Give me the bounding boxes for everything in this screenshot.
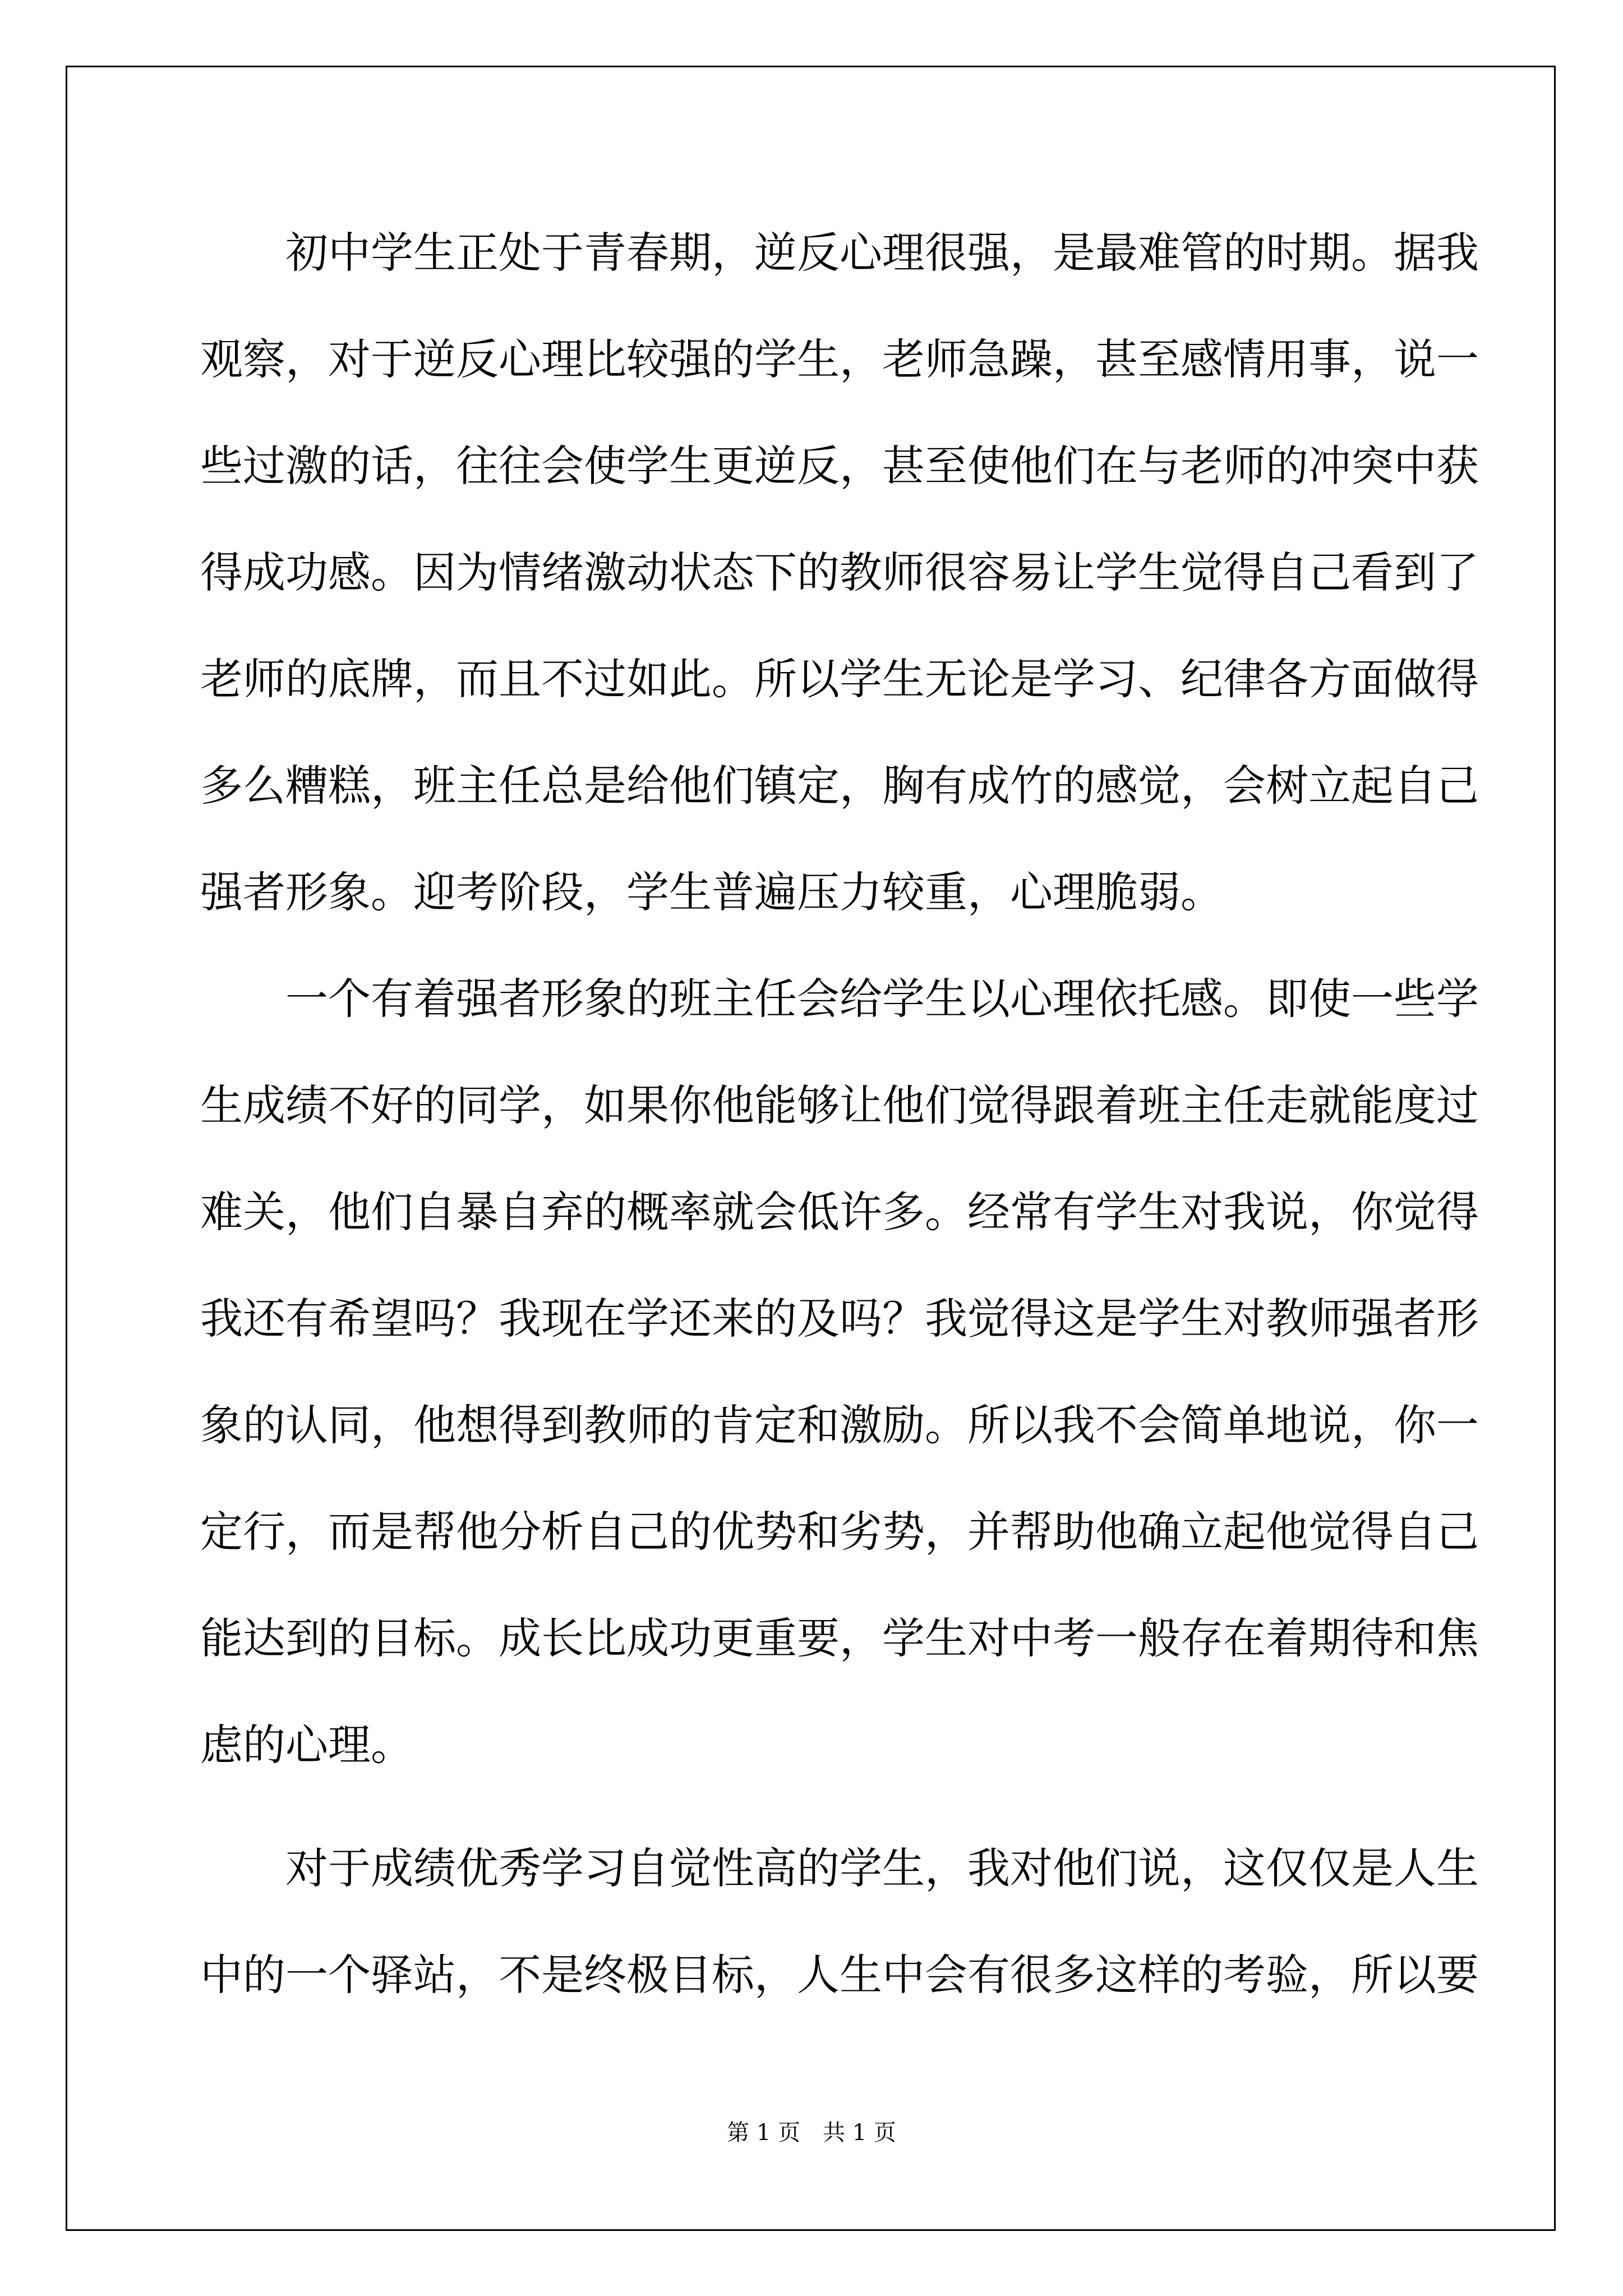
text-line: 对于成绩优秀学习自觉性高的学生，我对他们说，这仅仅是人生	[285, 1843, 1479, 1893]
text-line: 观察，对于逆反心理比较强的学生，老师急躁，甚至感情用事，说一	[200, 334, 1479, 384]
text-line: 虑的心理。	[200, 1720, 413, 1770]
page-number: 第 1 页 共 1 页	[727, 2120, 896, 2146]
text-line: 些过激的话，往往会使学生更逆反，甚至使他们在与老师的冲突中获	[200, 441, 1479, 491]
paragraph-3	[200, 1815, 1479, 2028]
text-line: 一个有着强者形象的班主任会给学生以心理依托感。即使一些学	[285, 974, 1479, 1024]
paragraph-1	[200, 200, 1479, 946]
text-line: 中的一个驿站，不是终极目标，人生中会有很多这样的考验，所以要	[200, 1950, 1479, 2000]
text-line: 多么糟糕，班主任总是给他们镇定，胸有成竹的感觉，会树立起自己	[200, 761, 1479, 811]
paragraph-gap	[200, 1798, 1434, 1815]
paragraph-2	[200, 946, 1479, 1798]
text-line: 强者形象。迎考阶段，学生普遍压力较重，心理脆弱。	[200, 867, 1223, 917]
text-line: 我还有希望吗？我现在学还来的及吗？我觉得这是学生对教师强者形	[200, 1294, 1479, 1343]
text-line: 得成功感。因为情绪激动状态下的教师很容易让学生觉得自己看到了	[200, 547, 1479, 597]
text-line: 初中学生正处于青春期，逆反心理很强，是最难管的时期。据我	[285, 228, 1479, 278]
text-line: 定行，而是帮他分析自己的优势和劣势，并帮助他确立起他觉得自己	[200, 1507, 1479, 1557]
text-line: 象的认同，他想得到教师的肯定和激励。所以我不会简单地说，你一	[200, 1400, 1479, 1450]
text-line: 难关，他们自暴自弃的概率就会低许多。经常有学生对我说，你觉得	[200, 1187, 1479, 1237]
text-line: 生成绩不好的同学，如果你他能够让他们觉得跟着班主任走就能度过	[200, 1080, 1479, 1130]
page-footer	[0, 2115, 1623, 2147]
text-line: 能达到的目标。成长比成功更重要，学生对中考一般存在着期待和焦	[200, 1613, 1479, 1663]
document-body	[200, 200, 1479, 2028]
text-line: 老师的底牌，而且不过如此。所以学生无论是学习、纪律各方面做得	[200, 654, 1479, 704]
